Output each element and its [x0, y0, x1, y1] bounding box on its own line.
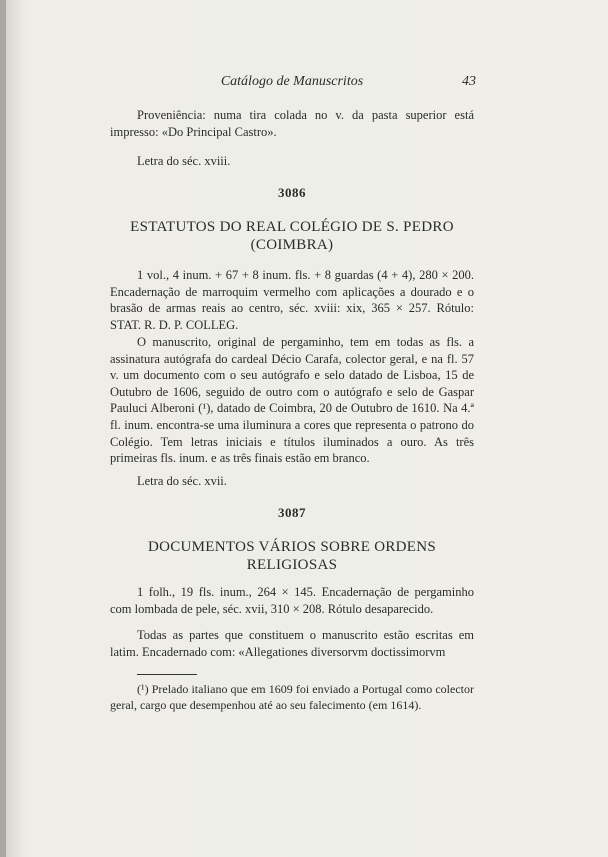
provenance-paragraph: Proveniência: numa tira colada no v. da pasta superior está impresso: «Do Principal Castro».	[110, 108, 474, 139]
running-title: Catálogo de Manuscritos	[220, 74, 364, 89]
entry-description-3086: 1 vol., 4 inum. + 67 + 8 inum. fls. + 8 guardas (4 + 4), 280 × 200. Encadernação de marroquim vermelho com aplicações a dourado e o brasão de armas reais ao centro, séc. xviii: xix, 365 × 257. Rótulo: STAT. R. D. P. COLLEG.	[110, 268, 474, 332]
entry-description-3087: 1 folh., 19 fls. inum., 264 × 145. Encadernação de pergaminho com lombada de pele, séc. xvii, 310 × 208. Rótulo desaparecido.	[110, 585, 474, 616]
entry-title-3087	[110, 538, 474, 574]
entry-letter-3086: Letra do séc. xvii.	[137, 474, 227, 488]
footnote-rule	[137, 674, 197, 675]
running-header	[110, 74, 474, 94]
book-spine-shadow	[0, 0, 6, 857]
entry-title-3086	[110, 218, 474, 254]
entry-title-line: RELIGIOSAS	[246, 557, 338, 573]
entry-title-line: ESTATUTOS DO REAL COLÉGIO DE S. PEDRO	[130, 219, 454, 235]
page-number: 43	[462, 74, 476, 89]
entry-body-3087: Todas as partes que constituem o manuscrito estão escritas em latim. Encadernado com: «Allegationes diversorvm doctissimorvm	[110, 628, 474, 659]
entry-number-3087: 3087	[278, 505, 306, 520]
entry-title-line: DOCUMENTOS VÁRIOS SOBRE ORDENS	[147, 539, 437, 555]
letter-note: Letra do séc. xviii.	[137, 154, 231, 168]
entry-body-3086: O manuscrito, original de pergaminho, tem em todas as fls. a assinatura autógrafa do cardeal Décio Carafa, colector geral, e na fl. 57 v. um documento com o seu autógrafo e selo datado de Lisboa, 15 de Outubro de 1606, seguido de outro com o autógrafo e selo de Gaspar Pauluci Alberoni (¹), datado de Coimbra, 20 de Outubro de 1610. Na 4.ª fl. inum. encontra-se uma iluminura a cores que representa o patrono do Colégio. Tem letras iniciais e títulos iluminados a ouro. As três primeiras fls. inum. e as três finais estão em branco.	[110, 335, 474, 466]
entry-title-line: (COIMBRA)	[250, 237, 334, 253]
entry-number-3086: 3086	[278, 185, 306, 200]
footnote: (¹) Prelado italiano que em 1609 foi enviado a Portugal como colector geral, cargo que desempenhou até ao seu falecimento (em 1614).	[110, 682, 474, 712]
